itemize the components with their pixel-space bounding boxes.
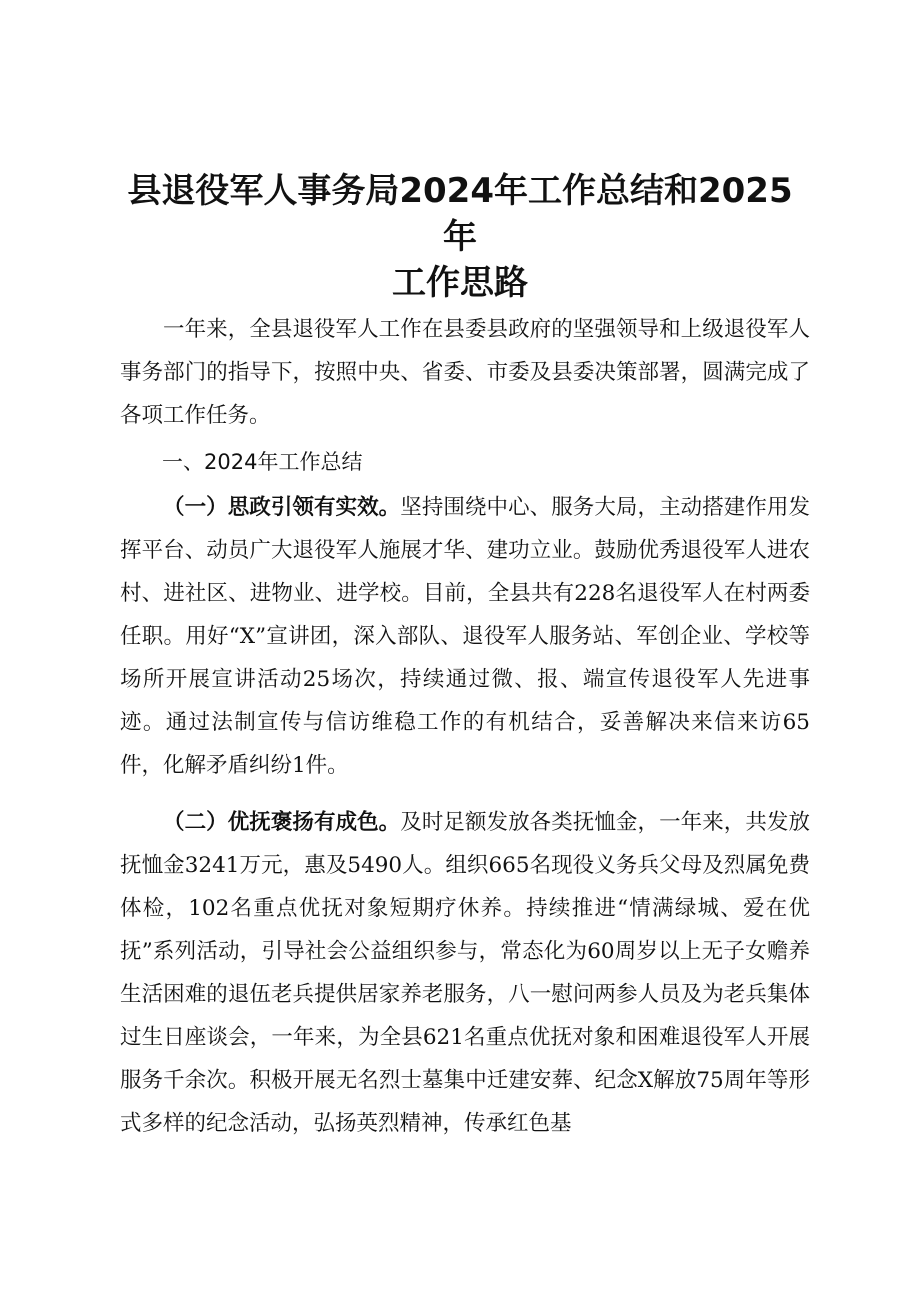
title-line-1: 县退役军人事务局2024年工作总结和2025年 — [127, 171, 793, 257]
document-body — [120, 308, 810, 1145]
subsection-paragraph — [120, 486, 810, 787]
subsection-lead: （二）优抚褒扬有成色。 — [163, 810, 401, 835]
subsection-paragraph — [120, 801, 810, 1145]
subsection-lead: （一）思政引领有实效。 — [163, 495, 401, 520]
subsection-text: 及时足额发放各类抚恤金，一年来，共发放抚恤金3241万元，惠及5490人。组织665名现役义务兵父母及烈属免费体检，102名重点优抚对象短期疗休养。持续推进“情满绿城、爱在优抚”系列活动，引导社会公益组织参与，常态化为60周岁以上无子女赡养生活困难的退伍老兵提供居家养老服务，八一慰问两参人员及为老兵集体过生日座谈会，一年来，为全县621名重点优抚对象和困难退役军人开展服务千余次。积极开展无名烈士墓集中迁建安葬、纪念X解放75周年等形式多样的纪念活动，弘扬英烈精神，传承红色基 — [120, 810, 810, 1136]
title-line-2: 工作思路 — [392, 263, 528, 303]
intro-paragraph: 一年来，全县退役军人工作在县委县政府的坚强领导和上级退役军人事务部门的指导下，按照中央、省委、市委及县委决策部署，圆满完成了各项工作任务。 — [120, 317, 810, 428]
document-title — [120, 168, 800, 306]
section-heading-1: 一、2024年工作总结 — [162, 450, 363, 474]
subsection-text: 坚持围绕中心、服务大局，主动搭建作用发挥平台、动员广大退役军人施展才华、建功立业。鼓励优秀退役军人进农村、进社区、进物业、进学校。目前，全县共有228名退役军人在村两委任职。用好“X”宣讲团，深入部队、退役军人服务站、军创企业、学校等场所开展宣讲活动25场次，持续通过微、报、端宣传退役军人先进事迹。通过法制宣传与信访维稳工作的有机结合，妥善解决来信来访65件，化解矛盾纠纷1件。 — [120, 495, 810, 778]
